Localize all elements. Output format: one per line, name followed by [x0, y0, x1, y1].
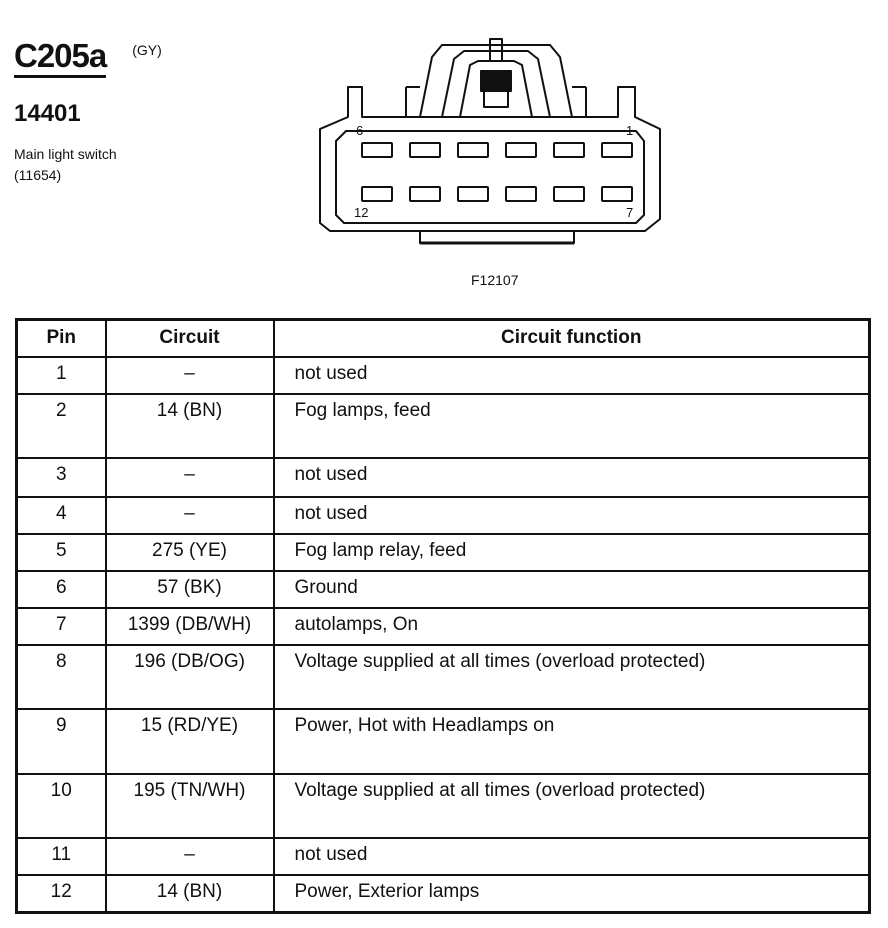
table-row [17, 534, 870, 571]
pin-cell: 9 [17, 709, 106, 774]
connector-id: C205a [14, 38, 106, 78]
function-cell: Fog lamp relay, feed [274, 534, 870, 571]
circuit-cell: – [106, 458, 274, 497]
component-description [14, 144, 162, 186]
pin-label-7: 7 [626, 205, 634, 220]
circuit-cell: – [106, 357, 274, 394]
header-pin: Pin [17, 320, 106, 357]
description-name: Main light switch [14, 146, 117, 162]
table-row [17, 458, 870, 497]
circuit-cell: – [106, 838, 274, 875]
function-cell: Voltage supplied at all times (overload protected) [274, 774, 870, 838]
table-row [17, 497, 870, 534]
table-row [17, 774, 870, 838]
pin-cell: 12 [17, 875, 106, 913]
header-circuit: Circuit [106, 320, 274, 357]
figure-label: F12107 [471, 272, 519, 288]
pin-cell: 11 [17, 838, 106, 875]
connector-inner-cavity [336, 131, 644, 223]
connector-diagram [310, 35, 670, 260]
header-function: Circuit function [274, 320, 870, 357]
pin-cell: 5 [17, 534, 106, 571]
table-row [17, 838, 870, 875]
circuit-cell: 275 (YE) [106, 534, 274, 571]
top-row-cavities [362, 143, 632, 157]
table-row [17, 394, 870, 458]
circuit-cell: 1399 (DB/WH) [106, 608, 274, 645]
pin-cell: 3 [17, 458, 106, 497]
circuit-cell: 195 (TN/WH) [106, 774, 274, 838]
pin-cell: 10 [17, 774, 106, 838]
pinout-table [15, 318, 871, 914]
table-row [17, 875, 870, 913]
connector-color-code: (GY) [132, 42, 162, 58]
table-row [17, 709, 870, 774]
circuit-cell: 14 (BN) [106, 394, 274, 458]
pin-cell: 6 [17, 571, 106, 608]
pin-label-12: 12 [354, 205, 369, 220]
table-row [17, 608, 870, 645]
function-cell: Voltage supplied at all times (overload protected) [274, 645, 870, 709]
function-cell: not used [274, 458, 870, 497]
pin-label-6: 6 [356, 123, 364, 138]
part-number: 14401 [14, 100, 81, 127]
table-row [17, 645, 870, 709]
pin-cell: 8 [17, 645, 106, 709]
connector-housing-outline [320, 87, 660, 231]
pin-cell: 4 [17, 497, 106, 534]
pin-cell: 2 [17, 394, 106, 458]
function-cell: autolamps, On [274, 608, 870, 645]
function-cell: Fog lamps, feed [274, 394, 870, 458]
circuit-cell: – [106, 497, 274, 534]
connector-bottom-tab [420, 231, 574, 243]
pin-label-1: 1 [626, 123, 634, 138]
function-cell: not used [274, 497, 870, 534]
circuit-cell: 196 (DB/OG) [106, 645, 274, 709]
circuit-cell: 57 (BK) [106, 571, 274, 608]
function-cell: not used [274, 357, 870, 394]
bottom-row-cavities [362, 187, 632, 201]
connector-header [14, 38, 162, 186]
table-row [17, 357, 870, 394]
function-cell: Power, Hot with Headlamps on [274, 709, 870, 774]
pin-cell: 1 [17, 357, 106, 394]
pin-cell: 7 [17, 608, 106, 645]
table-row [17, 571, 870, 608]
circuit-cell: 15 (RD/YE) [106, 709, 274, 774]
function-cell: not used [274, 838, 870, 875]
function-cell: Ground [274, 571, 870, 608]
circuit-cell: 14 (BN) [106, 875, 274, 913]
function-cell: Power, Exterior lamps [274, 875, 870, 913]
description-ref: (11654) [14, 167, 62, 183]
title-row [14, 38, 162, 78]
table-header-row [17, 320, 870, 357]
